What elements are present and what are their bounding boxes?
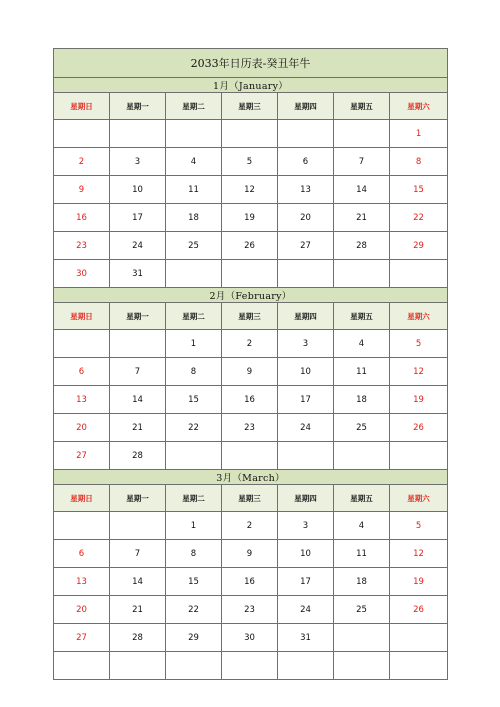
day-cell: 24 [110, 232, 166, 260]
day-cell [54, 120, 110, 148]
day-cell [110, 512, 166, 540]
day-cell: 17 [278, 386, 334, 414]
day-cell: 13 [54, 386, 110, 414]
day-cell [54, 330, 110, 358]
day-cell: 23 [222, 596, 278, 624]
weekday-label: 星期五 [334, 485, 390, 512]
week-row [54, 540, 448, 568]
day-cell: 23 [222, 414, 278, 442]
day-cell: 19 [390, 568, 448, 596]
day-cell [390, 624, 448, 652]
day-cell [54, 652, 110, 680]
month-header-row [54, 288, 448, 303]
day-cell: 30 [222, 624, 278, 652]
week-row [54, 232, 448, 260]
day-cell [222, 260, 278, 288]
day-cell: 10 [278, 358, 334, 386]
weekday-label: 星期一 [110, 303, 166, 330]
day-cell [334, 442, 390, 470]
day-cell: 11 [334, 358, 390, 386]
weekday-label: 星期二 [166, 303, 222, 330]
week-row [54, 120, 448, 148]
week-row [54, 568, 448, 596]
week-row [54, 260, 448, 288]
day-cell [166, 652, 222, 680]
day-cell [278, 442, 334, 470]
day-cell: 24 [278, 414, 334, 442]
day-cell: 10 [278, 540, 334, 568]
weekday-label: 星期四 [278, 485, 334, 512]
day-cell: 2 [54, 148, 110, 176]
day-cell: 26 [390, 414, 448, 442]
week-row [54, 386, 448, 414]
day-cell: 8 [390, 148, 448, 176]
day-cell [166, 120, 222, 148]
day-cell: 22 [390, 204, 448, 232]
day-cell: 5 [390, 512, 448, 540]
day-cell: 12 [222, 176, 278, 204]
week-row [54, 652, 448, 680]
day-cell: 21 [110, 414, 166, 442]
day-cell: 21 [110, 596, 166, 624]
day-cell: 28 [334, 232, 390, 260]
day-cell [110, 330, 166, 358]
day-cell: 9 [222, 540, 278, 568]
month-label: 2月（February） [54, 288, 448, 303]
day-cell [390, 260, 448, 288]
day-cell: 14 [110, 386, 166, 414]
day-cell [54, 512, 110, 540]
day-cell: 13 [54, 568, 110, 596]
day-cell [390, 652, 448, 680]
week-row [54, 442, 448, 470]
day-cell: 3 [110, 148, 166, 176]
weekday-label: 星期二 [166, 93, 222, 120]
day-cell: 7 [110, 540, 166, 568]
day-cell: 24 [278, 596, 334, 624]
week-row [54, 512, 448, 540]
day-cell: 25 [166, 232, 222, 260]
weekday-label: 星期日 [54, 93, 110, 120]
month-header-row [54, 78, 448, 93]
day-cell: 30 [54, 260, 110, 288]
day-cell: 4 [166, 148, 222, 176]
week-row [54, 148, 448, 176]
day-cell: 4 [334, 512, 390, 540]
week-row [54, 414, 448, 442]
day-cell: 27 [54, 624, 110, 652]
day-cell: 25 [334, 414, 390, 442]
weekday-label: 星期三 [222, 485, 278, 512]
calendar-title: 2033年日历表-癸丑年牛 [54, 49, 448, 78]
day-cell [278, 120, 334, 148]
day-cell: 20 [278, 204, 334, 232]
day-cell: 18 [334, 386, 390, 414]
day-cell: 4 [334, 330, 390, 358]
day-cell: 26 [390, 596, 448, 624]
day-cell [222, 442, 278, 470]
day-cell: 28 [110, 624, 166, 652]
day-cell: 6 [54, 540, 110, 568]
weekday-header-row [54, 485, 448, 512]
day-cell: 9 [54, 176, 110, 204]
day-cell: 1 [390, 120, 448, 148]
weekday-label: 星期六 [390, 485, 448, 512]
day-cell: 20 [54, 596, 110, 624]
day-cell: 19 [390, 386, 448, 414]
week-row [54, 330, 448, 358]
day-cell: 11 [334, 540, 390, 568]
calendar-table [53, 48, 448, 680]
day-cell: 16 [54, 204, 110, 232]
day-cell: 5 [222, 148, 278, 176]
day-cell: 3 [278, 330, 334, 358]
day-cell [334, 120, 390, 148]
weekday-label: 星期日 [54, 485, 110, 512]
day-cell [166, 442, 222, 470]
day-cell: 1 [166, 512, 222, 540]
day-cell: 2 [222, 512, 278, 540]
day-cell: 14 [110, 568, 166, 596]
weekday-label: 星期六 [390, 303, 448, 330]
day-cell: 1 [166, 330, 222, 358]
day-cell [166, 260, 222, 288]
day-cell: 20 [54, 414, 110, 442]
day-cell: 19 [222, 204, 278, 232]
day-cell [278, 260, 334, 288]
day-cell: 11 [166, 176, 222, 204]
day-cell: 12 [390, 358, 448, 386]
day-cell: 25 [334, 596, 390, 624]
weekday-label: 星期三 [222, 303, 278, 330]
weekday-label: 星期一 [110, 485, 166, 512]
day-cell: 9 [222, 358, 278, 386]
month-label: 3月（March） [54, 470, 448, 485]
day-cell [110, 652, 166, 680]
day-cell: 8 [166, 540, 222, 568]
day-cell: 13 [278, 176, 334, 204]
week-row [54, 624, 448, 652]
day-cell: 21 [334, 204, 390, 232]
day-cell: 15 [166, 568, 222, 596]
day-cell: 7 [334, 148, 390, 176]
week-row [54, 176, 448, 204]
weekday-header-row [54, 303, 448, 330]
weekday-label: 星期一 [110, 93, 166, 120]
weekday-label: 星期六 [390, 93, 448, 120]
day-cell: 18 [334, 568, 390, 596]
day-cell: 31 [278, 624, 334, 652]
day-cell: 27 [54, 442, 110, 470]
day-cell [334, 260, 390, 288]
day-cell [278, 652, 334, 680]
day-cell: 7 [110, 358, 166, 386]
day-cell: 15 [166, 386, 222, 414]
day-cell: 31 [110, 260, 166, 288]
day-cell: 23 [54, 232, 110, 260]
weekday-label: 星期日 [54, 303, 110, 330]
week-row [54, 596, 448, 624]
day-cell: 10 [110, 176, 166, 204]
week-row [54, 358, 448, 386]
day-cell: 16 [222, 568, 278, 596]
weekday-label: 星期五 [334, 93, 390, 120]
day-cell: 17 [110, 204, 166, 232]
day-cell: 3 [278, 512, 334, 540]
weekday-label: 星期二 [166, 485, 222, 512]
day-cell: 14 [334, 176, 390, 204]
day-cell [222, 120, 278, 148]
day-cell [110, 120, 166, 148]
day-cell [390, 442, 448, 470]
weekday-label: 星期四 [278, 93, 334, 120]
day-cell: 15 [390, 176, 448, 204]
day-cell [334, 652, 390, 680]
day-cell: 29 [390, 232, 448, 260]
day-cell: 8 [166, 358, 222, 386]
week-row [54, 204, 448, 232]
day-cell: 18 [166, 204, 222, 232]
day-cell: 29 [166, 624, 222, 652]
day-cell: 16 [222, 386, 278, 414]
weekday-label: 星期五 [334, 303, 390, 330]
day-cell: 6 [278, 148, 334, 176]
day-cell: 22 [166, 414, 222, 442]
weekday-header-row [54, 93, 448, 120]
calendar-title-row [54, 49, 448, 78]
day-cell: 12 [390, 540, 448, 568]
month-header-row [54, 470, 448, 485]
day-cell: 22 [166, 596, 222, 624]
day-cell: 17 [278, 568, 334, 596]
month-label: 1月（January） [54, 78, 448, 93]
day-cell: 5 [390, 330, 448, 358]
weekday-label: 星期四 [278, 303, 334, 330]
day-cell: 28 [110, 442, 166, 470]
weekday-label: 星期三 [222, 93, 278, 120]
day-cell: 26 [222, 232, 278, 260]
day-cell: 27 [278, 232, 334, 260]
day-cell [334, 624, 390, 652]
day-cell: 2 [222, 330, 278, 358]
day-cell [222, 652, 278, 680]
day-cell: 6 [54, 358, 110, 386]
